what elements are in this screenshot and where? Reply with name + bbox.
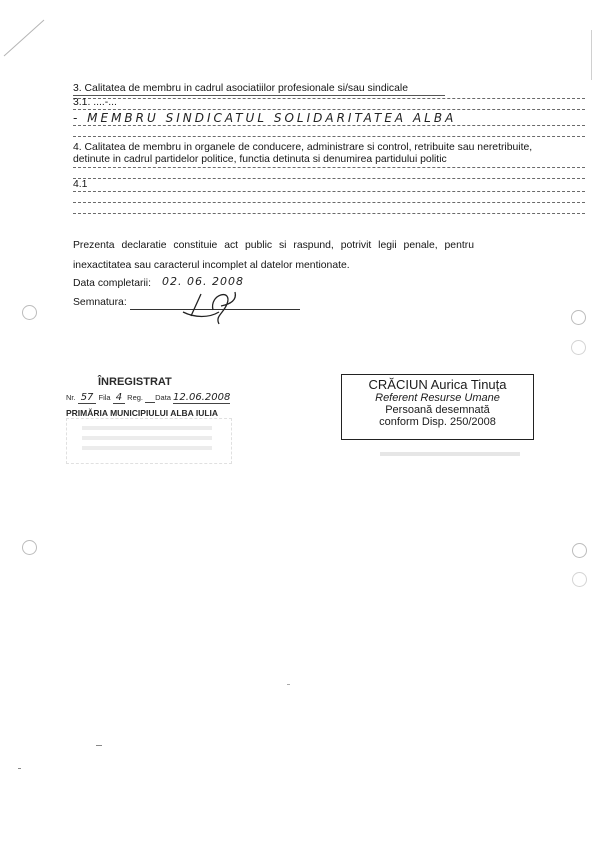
registration-stamp	[64, 376, 234, 466]
section-3-rule-4	[73, 136, 585, 137]
hr-stamp	[341, 374, 534, 440]
declaration-line-1: Prezenta declaratie constituie act public si raspund, potrivit legii penale, pentru	[73, 240, 474, 251]
section-3-heading-underline	[73, 95, 445, 96]
date-label: Data completarii:	[73, 278, 151, 289]
section-4-rule-1	[73, 167, 585, 168]
section-4-heading-line-1: 4. Calitatea de membru in organele de conducere, administrare si control, retribuite sau neretribuite,	[73, 142, 533, 153]
date-value-handwritten: 02. 06. 2008	[162, 275, 244, 288]
hr-stamp-disposition: conform Disp. 250/2008	[379, 416, 496, 428]
punch-hole-right-4	[572, 572, 587, 587]
section-3-entry-handwritten: - MEMBRU SINDICATUL SOLIDARITATEA ALBA	[73, 111, 457, 125]
punch-hole-right-2	[571, 340, 586, 355]
section-4-rule-3	[73, 191, 585, 192]
handwritten-signature	[175, 282, 255, 330]
fila-label: Fila	[98, 393, 111, 402]
reg-label: Reg.	[127, 393, 144, 402]
signature-label: Semnatura:	[73, 297, 127, 308]
punch-hole-right-1	[571, 310, 586, 325]
punch-hole-right-3	[572, 543, 587, 558]
section-4-rule-4	[73, 202, 585, 203]
fila-value: 4	[113, 392, 125, 404]
section-4-rule-5	[73, 213, 585, 214]
nr-value: 57	[78, 392, 97, 404]
stamp-faded-area	[66, 418, 232, 464]
section-3-rule-3	[73, 125, 585, 126]
registration-stamp-institution: PRIMĂRIA MUNICIPIULUI ALBA IULIA	[66, 408, 219, 418]
punch-hole-left-2	[22, 540, 37, 555]
stray-mark-1	[96, 745, 102, 746]
corner-fold-mark	[2, 18, 46, 58]
section-3-rule-2	[73, 109, 585, 110]
faded-stamp-line-2	[82, 436, 212, 440]
registration-stamp-title: ÎNREGISTRAT	[98, 376, 172, 388]
hr-stamp-designated: Persoană desemnată	[385, 404, 490, 416]
nr-label: Nr.	[66, 393, 76, 402]
hr-stamp-name: CRĂCIUN Aurica Tinuța	[368, 377, 507, 392]
faded-stamp-line-1	[82, 426, 212, 430]
stray-mark-2	[18, 768, 21, 769]
punch-hole-left-1	[22, 305, 37, 320]
section-3-item-label: 3.1. ....-...	[73, 97, 117, 108]
faded-stamp-line-3	[82, 446, 212, 450]
data-label: Data	[155, 393, 171, 402]
stray-mark-3	[287, 684, 290, 685]
section-4-heading-line-2: detinute in cadrul partidelor politice, functia detinuta si denumirea partidului politic	[73, 154, 447, 165]
section-3-rule-1	[73, 98, 585, 99]
edge-mark	[591, 30, 596, 80]
section-4-item-label: 4.1	[73, 179, 88, 190]
data-value: 12.06.2008	[173, 392, 231, 403]
reg-blank	[145, 393, 155, 403]
registration-stamp-fields	[66, 392, 230, 403]
faded-text-right	[380, 452, 520, 456]
section-4-rule-2	[73, 178, 585, 179]
declaration-line-2: inexactitatea sau caracterul incomplet al datelor mentionate.	[73, 260, 350, 271]
hr-stamp-role: Referent Resurse Umane	[375, 392, 500, 404]
section-3-heading: 3. Calitatea de membru in cadrul asociatiilor profesionale si/sau sindicale	[73, 83, 408, 94]
